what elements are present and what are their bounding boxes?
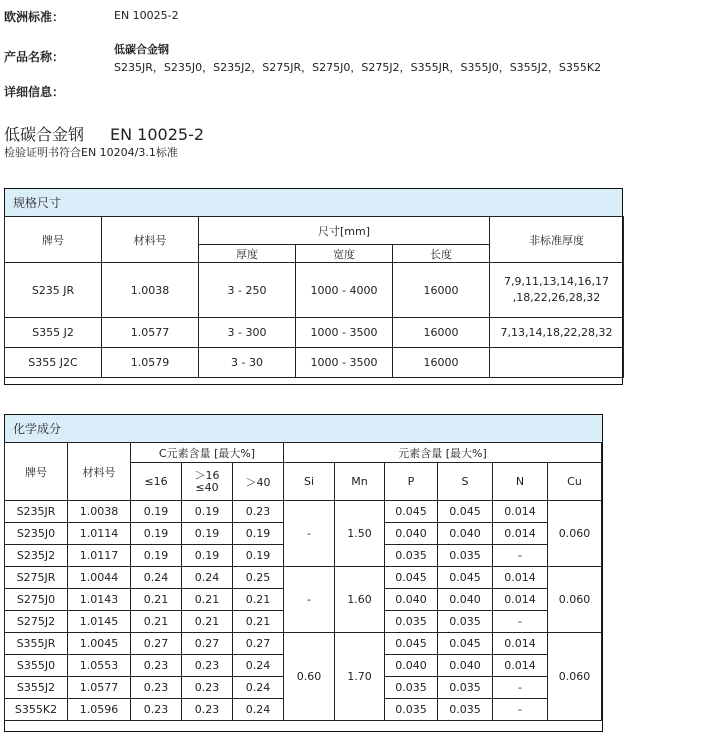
standard-value: EN 10025-2: [114, 9, 179, 22]
chem-cell-n: -: [493, 545, 548, 567]
spec-header-width: 宽度: [296, 245, 393, 263]
chem-cell-c1: 0.23: [131, 699, 182, 721]
chem-cell-n: 0.014: [493, 523, 548, 545]
chem-cell-material: 1.0117: [68, 545, 131, 567]
chem-header-mn: Mn: [335, 463, 385, 501]
spec-header-nonstd: 非标准厚度: [490, 217, 624, 263]
chem-cell-n: -: [493, 699, 548, 721]
chem-header-n: N: [493, 463, 548, 501]
spec-cell-nonstd: 7,13,14,18,22,28,32: [490, 318, 624, 348]
spec-cell-width: 1000 - 3500: [296, 318, 393, 348]
chem-cell-grade: S355JR: [5, 633, 68, 655]
chem-cell-grade: S355J0: [5, 655, 68, 677]
headline-name: 低碳合金钢: [4, 125, 85, 144]
chem-cell-p: 0.035: [385, 611, 438, 633]
chem-cell-s: 0.040: [438, 655, 493, 677]
chem-cell-c3: 0.25: [233, 567, 284, 589]
chem-section-title: 化学成分: [5, 415, 602, 443]
chem-cell-c1: 0.19: [131, 545, 182, 567]
chem-cell-c2: 0.24: [182, 567, 233, 589]
chem-cell-material: 1.0143: [68, 589, 131, 611]
chem-cell-n: -: [493, 611, 548, 633]
spec-cell-material: 1.0038: [102, 263, 199, 318]
chem-cell-n: 0.014: [493, 633, 548, 655]
chem-cell-c2: 0.23: [182, 699, 233, 721]
chem-cell-grade: S275J2: [5, 611, 68, 633]
chem-cell-s: 0.045: [438, 633, 493, 655]
chem-cell-p: 0.045: [385, 567, 438, 589]
chem-cell-mn: 1.70: [335, 633, 385, 721]
chem-cell-c1: 0.21: [131, 589, 182, 611]
chem-cell-c1: 0.23: [131, 677, 182, 699]
chem-cell-grade: S235J0: [5, 523, 68, 545]
spec-cell-thickness: 3 - 250: [199, 263, 296, 318]
table-row: [5, 263, 624, 318]
product-grades: S235JR，S235J0，S235J2，S275JR，S275J0，S275J2，S355JR，S355J0，S355J2，S355K2: [114, 61, 602, 74]
standard-label: 欧洲标准：: [4, 10, 65, 24]
chem-cell-material: 1.0145: [68, 611, 131, 633]
chem-table: [4, 442, 602, 721]
chem-header-c-16-40-top: ＞16: [194, 468, 220, 482]
chem-cell-si: -: [284, 567, 335, 633]
spec-cell-length: 16000: [393, 348, 490, 378]
chem-header-cu: Cu: [548, 463, 602, 501]
chem-cell-s: 0.045: [438, 501, 493, 523]
chem-cell-grade: S235JR: [5, 501, 68, 523]
chem-cell-p: 0.040: [385, 523, 438, 545]
spec-header-length: 长度: [393, 245, 490, 263]
chem-cell-c2: 0.21: [182, 611, 233, 633]
chem-cell-c2: 0.19: [182, 523, 233, 545]
chem-cell-material: 1.0114: [68, 523, 131, 545]
chem-cell-c1: 0.27: [131, 633, 182, 655]
chem-cell-c3: 0.19: [233, 523, 284, 545]
spec-cell-grade: S235 JR: [5, 263, 102, 318]
chem-cell-c2: 0.21: [182, 589, 233, 611]
chem-header-material: 材料号: [68, 443, 131, 501]
chem-cell-grade: S235J2: [5, 545, 68, 567]
spec-cell-nonstd-line1: 7,9,11,13,14,16,17: [504, 275, 609, 288]
chem-cell-s: 0.035: [438, 699, 493, 721]
chem-header-si: Si: [284, 463, 335, 501]
chem-cell-c2: 0.23: [182, 677, 233, 699]
spec-cell-nonstd: [490, 348, 624, 378]
chem-cell-si: 0.60: [284, 633, 335, 721]
chem-cell-material: 1.0553: [68, 655, 131, 677]
chem-cell-s: 0.035: [438, 611, 493, 633]
chem-section: [4, 414, 603, 732]
chem-cell-p: 0.035: [385, 545, 438, 567]
chem-cell-material: 1.0577: [68, 677, 131, 699]
chem-cell-c1: 0.21: [131, 611, 182, 633]
spec-cell-nonstd: [490, 263, 624, 318]
chem-cell-c2: 0.27: [182, 633, 233, 655]
chem-cell-grade: S275J0: [5, 589, 68, 611]
chem-cell-cu: 0.060: [548, 633, 602, 721]
chem-header-c-content: C元素含量 [最大%]: [131, 443, 284, 463]
spec-cell-material: 1.0579: [102, 348, 199, 378]
chem-cell-p: 0.040: [385, 589, 438, 611]
chem-cell-c3: 0.23: [233, 501, 284, 523]
details-label: 详细信息：: [4, 85, 65, 99]
chem-cell-p: 0.040: [385, 655, 438, 677]
chem-cell-c3: 0.21: [233, 611, 284, 633]
chem-cell-p: 0.035: [385, 699, 438, 721]
chem-cell-c1: 0.23: [131, 655, 182, 677]
table-row: [5, 501, 602, 523]
chem-cell-c3: 0.24: [233, 699, 284, 721]
chem-cell-c2: 0.19: [182, 501, 233, 523]
chem-cell-c3: 0.19: [233, 545, 284, 567]
chem-cell-c3: 0.27: [233, 633, 284, 655]
certificate-note: 检验证明书符合EN 10204/3.1标准: [4, 146, 178, 159]
spec-cell-width: 1000 - 3500: [296, 348, 393, 378]
chem-cell-n: 0.014: [493, 589, 548, 611]
spec-cell-grade: S355 J2: [5, 318, 102, 348]
chem-header-c-16-40-bottom: ≤40: [195, 480, 219, 494]
spec-cell-length: 16000: [393, 263, 490, 318]
product-label: 产品名称：: [4, 50, 65, 64]
product-name: 低碳合金钢: [114, 43, 169, 56]
chem-cell-n: 0.014: [493, 567, 548, 589]
chem-cell-n: 0.014: [493, 501, 548, 523]
headline: [4, 122, 204, 145]
chem-cell-c2: 0.23: [182, 655, 233, 677]
chem-cell-s: 0.035: [438, 545, 493, 567]
chem-header-c-16-40: [182, 463, 233, 501]
chem-header-c-gt40: ＞40: [233, 463, 284, 501]
chem-cell-c2: 0.19: [182, 545, 233, 567]
chem-header-s: S: [438, 463, 493, 501]
spec-cell-thickness: 3 - 300: [199, 318, 296, 348]
chem-cell-c1: 0.19: [131, 501, 182, 523]
spec-cell-length: 16000: [393, 318, 490, 348]
chem-cell-n: -: [493, 677, 548, 699]
chem-cell-mn: 1.60: [335, 567, 385, 633]
chem-cell-c1: 0.24: [131, 567, 182, 589]
chem-cell-c3: 0.24: [233, 677, 284, 699]
chem-header-p: P: [385, 463, 438, 501]
spec-header-thickness: 厚度: [199, 245, 296, 263]
table-row: [5, 567, 602, 589]
chem-cell-s: 0.035: [438, 677, 493, 699]
spec-cell-thickness: 3 - 30: [199, 348, 296, 378]
chem-cell-mn: 1.50: [335, 501, 385, 567]
chem-cell-p: 0.045: [385, 633, 438, 655]
table-row: [5, 633, 602, 655]
chem-cell-p: 0.035: [385, 677, 438, 699]
chem-cell-grade: S355J2: [5, 677, 68, 699]
headline-standard: EN 10025-2: [110, 125, 205, 144]
spec-header-grade: 牌号: [5, 217, 102, 263]
chem-header-elements: 元素含量 [最大%]: [284, 443, 602, 463]
chem-cell-material: 1.0045: [68, 633, 131, 655]
chem-cell-s: 0.040: [438, 589, 493, 611]
chem-cell-cu: 0.060: [548, 567, 602, 633]
spec-cell-material: 1.0577: [102, 318, 199, 348]
chem-cell-si: -: [284, 501, 335, 567]
spec-section-title: 规格尺寸: [5, 189, 622, 217]
table-row: [5, 318, 624, 348]
spec-table: [4, 216, 624, 378]
chem-cell-c3: 0.24: [233, 655, 284, 677]
spec-section: [4, 188, 623, 385]
chem-cell-s: 0.045: [438, 567, 493, 589]
chem-cell-s: 0.040: [438, 523, 493, 545]
chem-header-grade: 牌号: [5, 443, 68, 501]
spec-cell-width: 1000 - 4000: [296, 263, 393, 318]
chem-cell-grade: S275JR: [5, 567, 68, 589]
chem-cell-grade: S355K2: [5, 699, 68, 721]
chem-cell-material: 1.0038: [68, 501, 131, 523]
chem-header-c-le16: ≤16: [131, 463, 182, 501]
chem-cell-cu: 0.060: [548, 501, 602, 567]
chem-cell-n: 0.014: [493, 655, 548, 677]
spec-cell-nonstd-line2: ,18,22,26,28,32: [512, 291, 601, 304]
chem-cell-material: 1.0596: [68, 699, 131, 721]
spec-cell-grade: S355 J2C: [5, 348, 102, 378]
chem-cell-c1: 0.19: [131, 523, 182, 545]
chem-cell-material: 1.0044: [68, 567, 131, 589]
chem-cell-p: 0.045: [385, 501, 438, 523]
chem-cell-c3: 0.21: [233, 589, 284, 611]
spec-header-material: 材料号: [102, 217, 199, 263]
spec-header-size: 尺寸[mm]: [199, 217, 490, 245]
table-row: [5, 348, 624, 378]
